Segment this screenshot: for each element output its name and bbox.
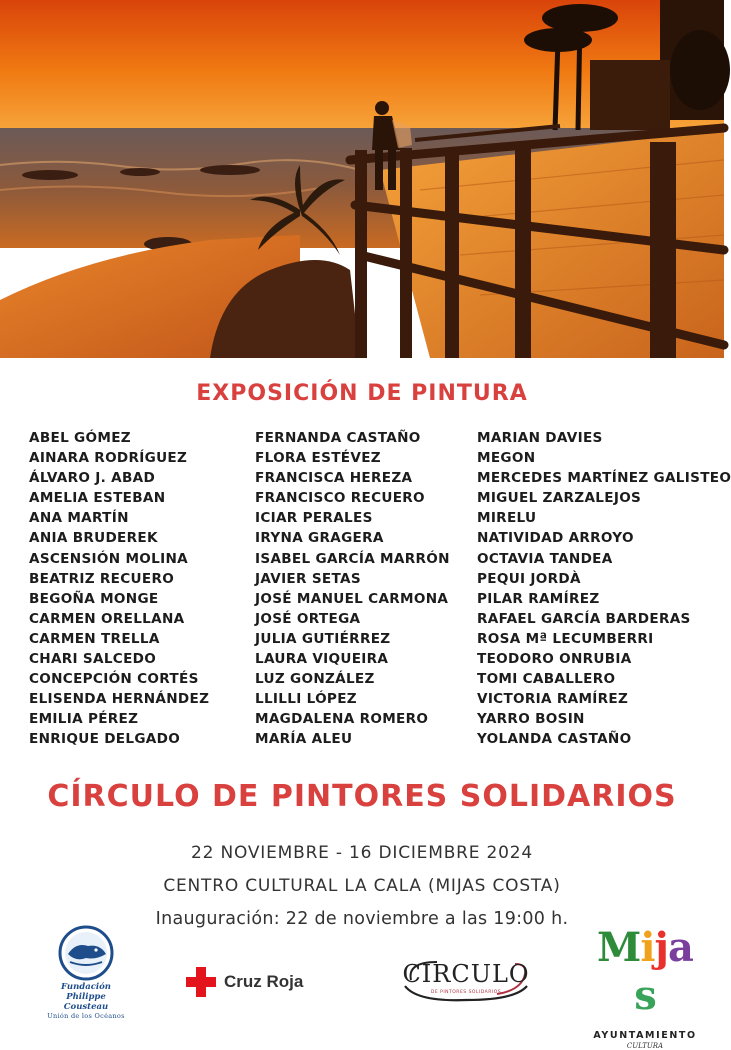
artist-name: LLILLI LÓPEZ: [255, 691, 357, 708]
cousteau-foundation-logo: [44, 924, 128, 1022]
artist-name: ABEL GÓMEZ: [29, 430, 131, 446]
exhibition-venue: CENTRO CULTURAL LA CALA (MIJAS COSTA): [163, 876, 561, 896]
mijas-cultura-label: CULTURA: [626, 1042, 664, 1050]
mijas-letter: i: [640, 924, 655, 971]
artist-name: MARIAN DAVIES: [477, 430, 603, 446]
artist-name: LUZ GONZÁLEZ: [255, 671, 375, 688]
artist-name: NATIVIDAD ARROYO: [477, 530, 634, 547]
artist-name: AINARA RODRÍGUEZ: [29, 450, 188, 467]
artist-name: JOSÉ ORTEGA: [255, 610, 361, 627]
cruz-roja-label: Cruz Roja: [224, 972, 304, 991]
artist-name: BEATRIZ RECUERO: [29, 570, 175, 587]
artist-name: FERNANDA CASTAÑO: [255, 430, 421, 446]
circulo-label: CIRCULO: [402, 960, 530, 988]
artist-list: [0, 428, 731, 758]
artist-name: YARRO BOSIN: [477, 711, 585, 728]
artist-name: ÁLVARO J. ABAD: [29, 470, 156, 487]
artist-name: PILAR RAMÍREZ: [477, 590, 600, 607]
red-cross-icon: [186, 967, 216, 997]
artist-name: AMELIA ESTEBAN: [29, 490, 166, 507]
section-title: EXPOSICIÓN DE PINTURA: [196, 381, 528, 406]
artist-name: TEODORO ONRUBIA: [477, 651, 632, 668]
artist-name: FRANCISCO RECUERO: [255, 490, 425, 507]
sunset-boardwalk-photo-icon: [0, 0, 724, 358]
artist-name: MEGON: [477, 450, 536, 467]
main-title: CÍRCULO DE PINTORES SOLIDARIOS: [47, 779, 677, 814]
artist-name: LAURA VIQUEIRA: [255, 651, 389, 668]
mijas-letter: j: [654, 924, 669, 971]
circulo-sub-label: DE PINTORES SOLIDARIOS: [430, 990, 502, 995]
mijas-wordmark: [590, 924, 700, 1020]
artist-name: CARMEN ORELLANA: [29, 610, 185, 627]
artist-name: JOSÉ MANUEL CARMONA: [255, 590, 449, 607]
mijas-letter: s: [634, 972, 656, 1019]
cousteau-foundation-icon: [56, 924, 116, 982]
artist-name: OCTAVIA TANDEA: [477, 550, 613, 567]
artist-name: VICTORIA RAMÍREZ: [477, 691, 629, 708]
artist-name: ASCENSIÓN MOLINA: [29, 550, 188, 567]
artist-name: ISABEL GARCÍA MARRÓN: [255, 550, 450, 567]
artist-name: ELISENDA HERNÁNDEZ: [29, 691, 210, 708]
artist-name: TOMI CABALLERO: [477, 671, 616, 688]
artist-name: ANIA BRUDEREK: [29, 530, 158, 547]
opening-info: Inauguración: 22 de noviembre a las 19:00 h.: [155, 909, 569, 929]
exhibition-dates: 22 NOVIEMBRE - 16 DICIEMBRE 2024: [191, 843, 533, 863]
artist-name: EMILIA PÉREZ: [29, 711, 139, 728]
mijas-letter: a: [668, 924, 693, 971]
artist-name: JULIA GUTIÉRREZ: [255, 630, 391, 647]
artist-name: JAVIER SETAS: [255, 570, 361, 587]
artist-column-2: [255, 428, 450, 750]
artist-name: ROSA Mª LECUMBERRI: [477, 630, 654, 647]
artist-name: MARÍA ALEU: [255, 731, 353, 748]
mijas-ayuntamiento-logo: [590, 924, 700, 1050]
cruz-roja-logo: [186, 966, 303, 998]
artist-name: FRANCISCA HEREZA: [255, 470, 413, 487]
hero-photo: [0, 0, 724, 358]
artist-name: ENRIQUE DELGADO: [29, 731, 181, 748]
artist-name: RAFAEL GARCÍA BARDERAS: [477, 610, 691, 627]
circulo-logo: [397, 956, 535, 1004]
artist-name: ANA MARTÍN: [29, 510, 129, 527]
artist-name: ICIAR PERALES: [255, 510, 373, 527]
artist-name: YOLANDA CASTAÑO: [477, 731, 632, 748]
artist-column-3: [477, 428, 731, 750]
cousteau-line-2: Philippe Cousteau: [63, 992, 109, 1012]
artist-name: CHARI SALCEDO: [29, 651, 157, 668]
artist-name: BEGOÑA MONGE: [29, 590, 159, 607]
mijas-ayuntamiento-label: AYUNTAMIENTO: [593, 1030, 697, 1041]
artist-name: MIRELU: [477, 510, 537, 527]
artist-name: MIGUEL ZARZALEJOS: [477, 490, 642, 507]
cousteau-line-3: Unión de los Océanos: [47, 1012, 125, 1020]
artist-name: IRYNA GRAGERA: [255, 530, 384, 547]
artist-name: FLORA ESTÉVEZ: [255, 450, 381, 467]
artist-name: CONCEPCIÓN CORTÉS: [29, 671, 199, 688]
cousteau-line-1: Fundación: [61, 982, 111, 992]
sponsor-logos: [0, 922, 724, 1050]
artist-name: CARMEN TRELLA: [29, 630, 160, 647]
artist-name: PEQUI JORDÀ: [477, 570, 581, 587]
artist-column-1: [29, 428, 209, 750]
artist-name: MAGDALENA ROMERO: [255, 711, 429, 728]
artist-name: MERCEDES MARTÍNEZ GALISTEO: [477, 470, 731, 487]
mijas-letter: M: [597, 924, 641, 971]
